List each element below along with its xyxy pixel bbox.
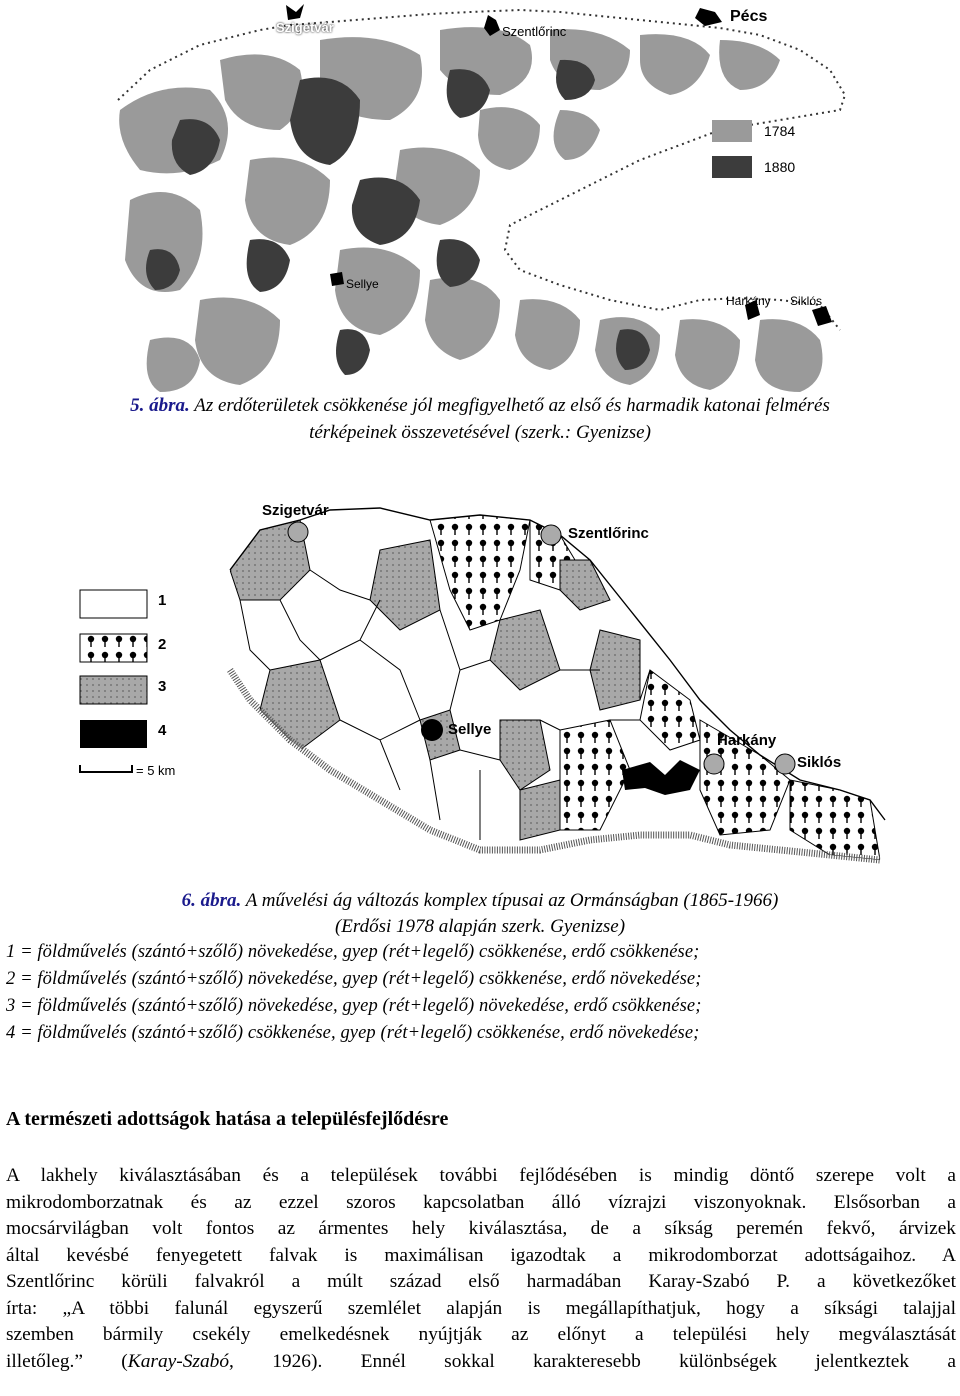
figure-6-caption-line2: (Erdősi 1978 alapján szerk. Gyenizse): [334, 916, 626, 937]
legend-2-label: 2: [158, 636, 167, 653]
city-marker-szentlorinc: [541, 525, 561, 545]
map1-label-szigetvar: Szigetvár: [276, 20, 334, 35]
city-marker-siklos: [775, 754, 795, 774]
figure-6-number: 6. ábra.: [181, 890, 242, 911]
body-paragraph: [6, 1163, 956, 1375]
legend-1-label: 1: [158, 592, 167, 609]
paragraph-line: írta: „A többi falunál egyszerű szemlélet alapján is megállapíthatjuk, hogy a síksági talajjal: [6, 1297, 956, 1319]
figure-6-caption: [0, 888, 960, 914]
legend-4-label: 4: [158, 722, 167, 739]
legend-line-4: 4 = földművelés (szántó+szőlő) csökkenése, gyep (rét+legelő) csökkenése, erdő növekedése;: [6, 1023, 700, 1043]
paragraph-line: mocsárvilágban volt fontos az ármentes hely kiválasztása, de a síkság peremén fekvő, árvizek: [6, 1218, 956, 1239]
scale-bar: [80, 765, 132, 772]
figure-6-caption-line1: A művelési ág változás komplex típusai az Ormánságban (1865-1966): [245, 890, 779, 911]
paragraph-line-last: [6, 1349, 956, 1376]
paragraph-line: Szentlőrinc körüli falvakról a múlt század első harmadában Karay-Szabó P. a következőket: [6, 1271, 956, 1292]
map2-label-szentlorinc: Szentlőrinc: [568, 525, 649, 542]
map1-label-sellye: Sellye: [346, 277, 379, 291]
forest-change-map: [0, 0, 960, 392]
paragraph-line: A lakhely kiválasztásában és a települések további fejlődésében is mindig döntő szerepe volt a: [6, 1165, 956, 1186]
paragraph-line: szemben bármily csekély emelkedésnek nyújtják az előnyt a települési hely megválasztását: [6, 1324, 956, 1345]
legend-3-label: 3: [158, 678, 167, 695]
legend-1-swatch: [80, 590, 147, 618]
figure-5-number: 5. ábra.: [130, 395, 190, 416]
map1-label-siklos: Siklós: [790, 294, 823, 308]
land-use-change-map: [0, 490, 960, 890]
map1-label-harkany: Harkány: [726, 294, 771, 308]
city-marker-sellye: [421, 719, 443, 741]
paragraph-line: által kevésbé fenyegetett falvak is maximálisan igazodtak a mikrodomborzat adottságaihoz. A: [6, 1244, 956, 1266]
paragraph-line: mikrodomborzatnak és az ezzel szoros kapcsolatban álló vízrajzi viszonyoknak. Elsősorban a: [6, 1191, 956, 1213]
legend-1880-label: 1880: [764, 159, 796, 175]
map1-label-pecs: Pécs: [730, 8, 768, 25]
figure-5-caption: [0, 393, 960, 419]
legend-3-swatch: [80, 676, 147, 704]
figure-5-caption-line1: Az erdőterületek csökkenése jól megfigyelhető az első és harmadik katonai felmérés: [194, 395, 830, 416]
legend-1784-label: 1784: [764, 123, 796, 139]
citation-author: Karay-Szabó: [127, 1350, 230, 1372]
legend-line-1: 1 = földművelés (szántó+szőlő) növekedése, gyep (rét+legelő) csökkenése, erdő csökkenése;: [6, 942, 700, 962]
map2-label-harkany: Harkány: [717, 732, 777, 749]
legend-line-3: 3 = földművelés (szántó+szőlő) növekedése, gyep (rét+legelő) növekedése, erdő csökkenése;: [6, 996, 702, 1016]
map2-label-szigetvar: Szigetvár: [262, 502, 329, 519]
map2-label-sellye: Sellye: [448, 721, 492, 738]
city-marker-szigetvar: [288, 522, 308, 542]
legend-line-2: 2 = földművelés (szántó+szőlő) növekedése, gyep (rét+legelő) csökkenése, erdő növekedése;: [6, 969, 702, 989]
scale-label: = 5 km: [136, 763, 176, 778]
legend-2-swatch: [80, 634, 147, 662]
legend-1880-swatch: [712, 156, 752, 178]
paragraph-text: illetőleg.” (: [6, 1350, 128, 1372]
legend-1784-swatch: [712, 120, 752, 142]
figure-5-caption-line2: térképeinek összevetésével (szerk.: Gyenizse): [309, 422, 651, 443]
legend-4-swatch: [80, 720, 147, 748]
map2-label-siklos: Siklós: [797, 754, 842, 771]
paragraph-text: , 1926). Ennél sokkal karakteresebb különbségek jelentkeztek a: [229, 1350, 956, 1372]
city-marker-sellye: [330, 272, 344, 286]
map1-label-szentlorinc: Szentlőrinc: [502, 24, 567, 39]
section-heading: A természeti adottságok hatása a településfejlődésre: [6, 1108, 449, 1130]
city-marker-harkany: [704, 754, 724, 774]
